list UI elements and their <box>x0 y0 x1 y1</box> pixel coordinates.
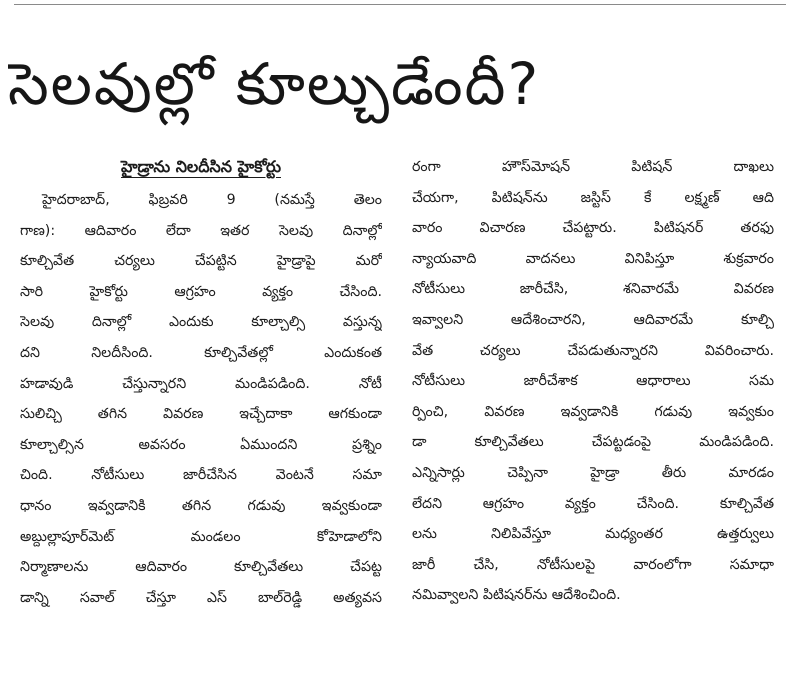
body-line: నమివ్వాలని పిటిషనర్‌ను ఆదేశించింది. <box>412 587 621 604</box>
body-line: నిర్మాణాలను ఆదివారం కూల్చివేతలు చేపట్ట <box>20 559 382 576</box>
body-line: హడావుడి చేస్తున్నారని మండిపడింది. నోటీ <box>20 375 382 392</box>
body-line: వారం విచారణ చేపట్టారు. పిటిషనర్ తరఫు <box>412 220 774 237</box>
body-line: సులిచ్చి తగిన వివరణ ఇచ్చేదాకా ఆగకుండా <box>20 406 382 423</box>
left-column <box>20 152 382 613</box>
body-line: లను నిలిపివేస్తూ మధ్యంతర ఉత్తర్వులు <box>412 526 774 543</box>
body-line: కూల్చివేత చర్యలు చేపట్టిన హైడ్రాపై మరో <box>20 253 382 270</box>
right-column <box>412 152 774 611</box>
body-line: నోటీసులు జారీచేసి, శనివారమే వివరణ <box>412 281 774 298</box>
body-line: ర్పించి, వివరణ ఇవ్వడానికి గడువు ఇవ్వకుం <box>412 403 774 420</box>
body-line: చింది. నోటీసులు జారీచేసిన వెంటనే సమా <box>20 467 382 484</box>
body-line: కూల్చాల్సిన అవసరం ఏముందని ప్రశ్నిం <box>20 436 382 453</box>
body-line: ఇవ్వాలని ఆదేశించారని, ఆదివారమే కూల్చి <box>412 311 774 328</box>
body-line: వేత చర్యలు చేపడుతున్నారని వివరించారు. <box>412 342 774 359</box>
subheadline: హైడ్రాను నిలదీసిన హైకోర్టు <box>121 157 281 176</box>
body-line: న్యాయవాది వాదనలు వినిపిస్తూ శుక్రవారం <box>412 250 774 267</box>
body-line: ఎన్నిసార్లు చెప్పినా హైడ్రా తీరు మారడం <box>412 464 774 481</box>
body-line: అబ్దుల్లాపూర్‌మెట్ మండలం కోహెడాలోని <box>20 528 382 545</box>
body-line: జారీ చేసి, నోటీసులపై వారంలోగా సమాధా <box>412 556 774 573</box>
body-line: డా కూల్చివేతలు చేపట్టడంపై మండిపడింది. <box>412 434 774 451</box>
headline: సెలవుల్లో కూల్చుడేందీ? <box>8 50 541 118</box>
body-line: దని నిలదీసింది. కూల్చివేతల్లో ఎందుకంత <box>20 344 382 361</box>
body-line: హైదరాబాద్, ఫిబ్రవరి 9 (నమస్తే తెలం <box>42 192 382 208</box>
body-line: సెలవు దినాల్లో ఎందుకు కూల్చాల్సి వస్తున్న <box>20 314 382 331</box>
body-line: డాన్ని సవాల్ చేస్తూ ఎస్ బాల్‌రెడ్డి అత్యవస <box>20 589 382 606</box>
body-line: లేదని ఆగ్రహం వ్యక్తం చేసింది. కూల్చివేత <box>412 495 774 512</box>
body-line: సారి హైకోర్టు ఆగ్రహం వ్యక్తం చేసింది. <box>20 283 382 300</box>
top-rule <box>14 4 786 5</box>
body-line: గాణ): ఆదివారం లేదా ఇతర సెలవు దినాల్లో <box>20 222 382 239</box>
body-line: రంగా హౌస్‌మోషన్ పిటిషన్ దాఖలు <box>412 159 774 175</box>
body-line: చేయగా, పిటిషన్‌ను జస్టిస్ కే లక్ష్మణ్ ఆది <box>412 189 774 206</box>
body-line: నోటీసులు జారీచేశాక ఆధారాలు సమ <box>412 373 774 390</box>
body-line: ధానం ఇవ్వడానికి తగిన గడువు ఇవ్వకుండా <box>20 497 382 514</box>
